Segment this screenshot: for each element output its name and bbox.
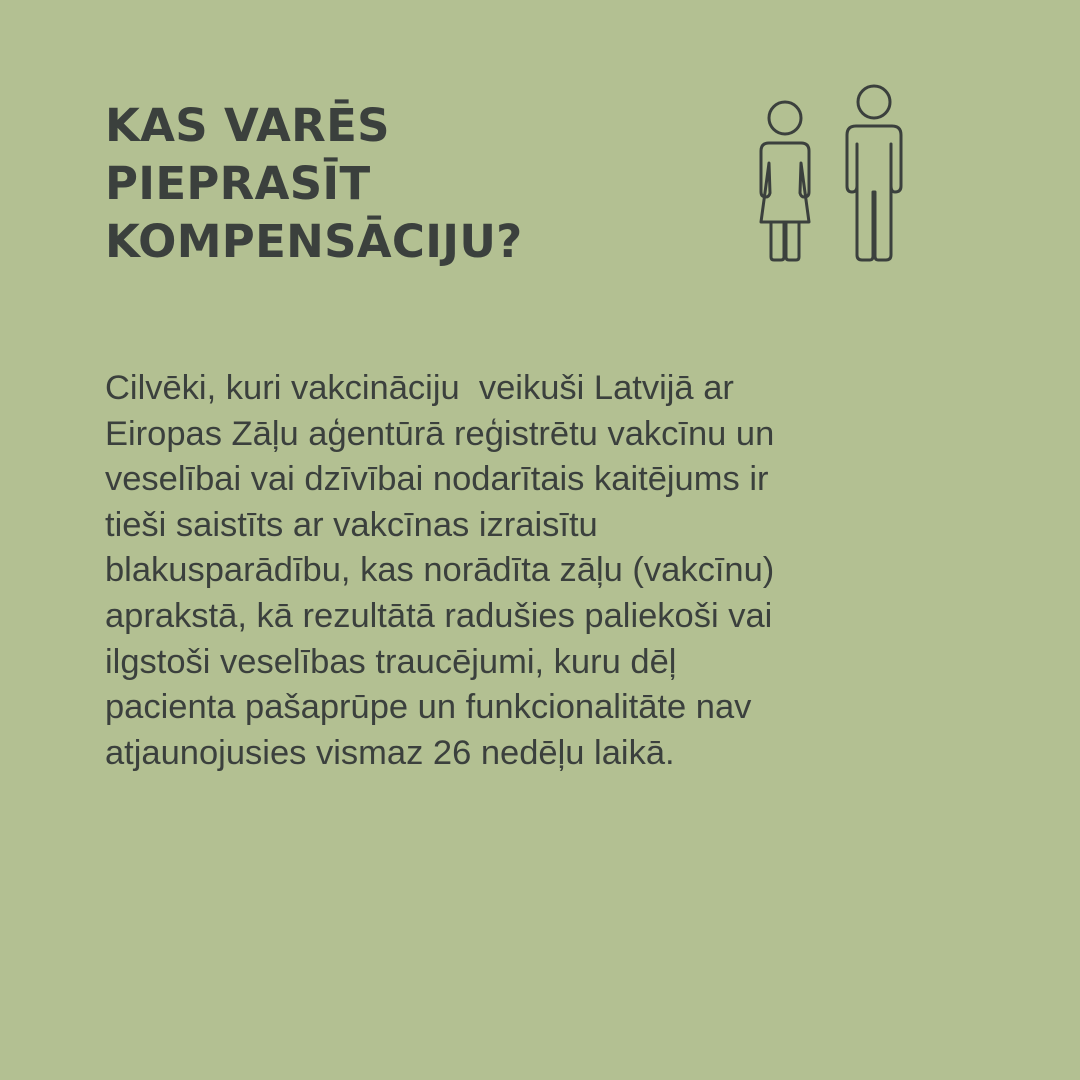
description-paragraph [105, 366, 935, 776]
title-line-3: KOMPENSĀCIJU? [105, 215, 523, 268]
description-line: atjaunojusies vismaz 26 nedēļu laikā. [105, 733, 675, 772]
description-line: ilgstoši veselības traucējumi, kuru dēļ [105, 642, 677, 681]
title-line-2: PIEPRASĪT [105, 157, 371, 210]
description-line: veselībai vai dzīvībai nodarītais kaitējums ir [105, 460, 769, 499]
description-line: blakusparādību, kas norādīta zāļu (vakcīnu) [105, 551, 775, 590]
woman-and-man-icon [752, 82, 912, 267]
title-line-1: KAS VARĒS [105, 99, 390, 152]
description-line: pacienta pašaprūpe un funkcionalitāte nav [105, 688, 752, 727]
man-icon [847, 86, 901, 260]
page-title [105, 97, 665, 271]
woman-icon [761, 102, 809, 260]
description-line: tieši saistīts ar vakcīnas izraisītu [105, 505, 598, 544]
description-line: aprakstā, kā rezultātā radušies paliekoši vai [105, 596, 773, 635]
description-line: Cilvēki, kuri vakcināciju veikuši Latvijā ar [105, 369, 734, 407]
description-line: Eiropas Zāļu aģentūrā reģistrētu vakcīnu un [105, 414, 775, 453]
